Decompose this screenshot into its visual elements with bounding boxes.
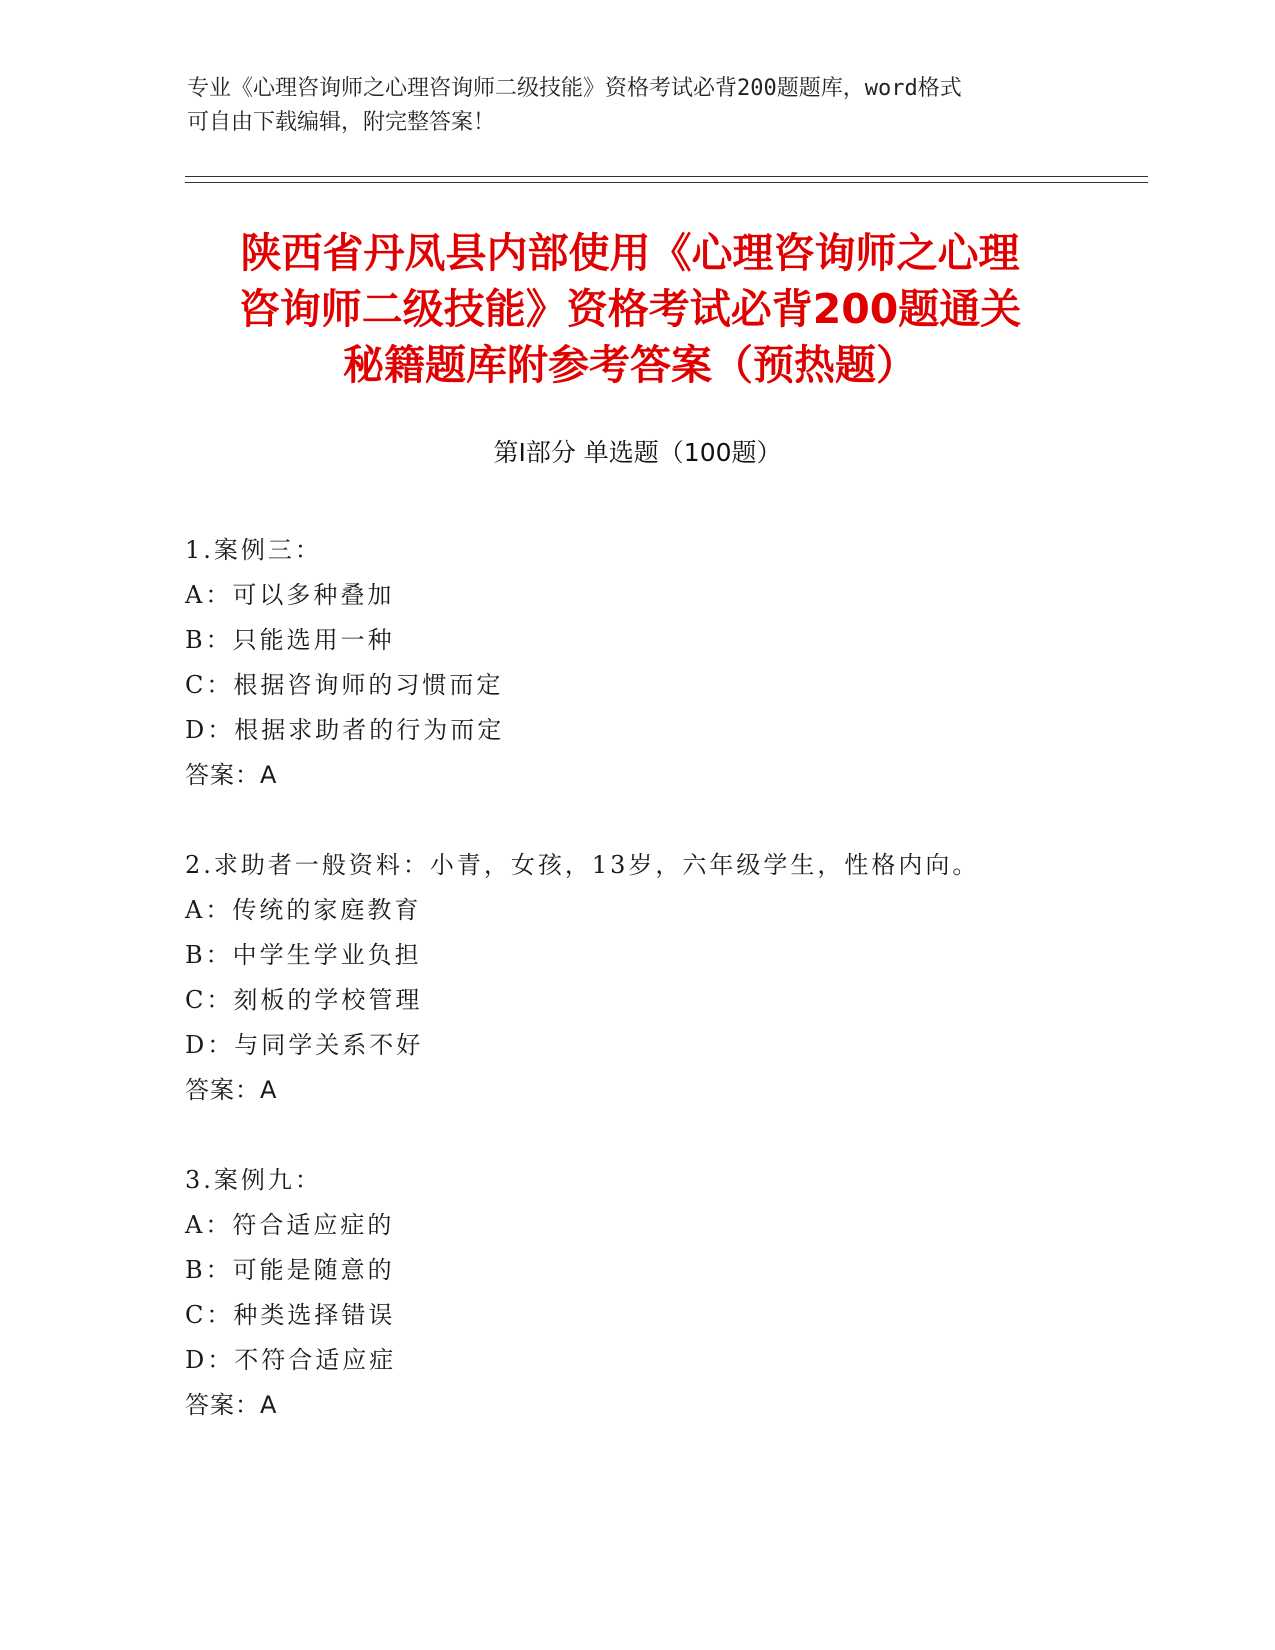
document-title-line-3: 秘籍题库附参考答案（预热题）	[343, 341, 917, 389]
question-stem: 3.案例九：	[185, 1166, 322, 1194]
question-stem: 2.求助者一般资料：小青，女孩，13岁，六年级学生，性格内向。	[185, 851, 980, 879]
option-d: D：根据求助者的行为而定	[185, 716, 505, 744]
question-list	[185, 528, 1085, 1473]
header-divider-bottom	[185, 182, 1148, 183]
section-title: 第Ⅰ部分 单选题（100题）	[493, 438, 782, 467]
document-title	[190, 225, 1070, 393]
header-note-line-2: 可自由下载编辑，附完整答案！	[187, 110, 496, 135]
option-a: A：传统的家庭教育	[185, 896, 422, 924]
answer: 答案：A	[185, 1076, 278, 1104]
document-title-line-2: 咨询师二级技能》资格考试必背200题通关	[238, 285, 1022, 333]
question-3	[185, 1158, 1085, 1428]
header-note	[187, 72, 1087, 140]
question-stem: 1.案例三：	[185, 536, 322, 564]
option-a: A：可以多种叠加	[185, 581, 395, 609]
option-b: B：中学生学业负担	[185, 941, 422, 969]
option-b: B：可能是随意的	[185, 1256, 395, 1284]
answer: 答案：A	[185, 1391, 278, 1419]
option-d: D：与同学关系不好	[185, 1031, 424, 1059]
option-c: C：刻板的学校管理	[185, 986, 423, 1014]
header-note-line-1: 专业《心理咨询师之心理咨询师二级技能》资格考试必背200题题库，word格式	[187, 76, 962, 101]
option-c: C：根据咨询师的习惯而定	[185, 671, 504, 699]
question-1	[185, 528, 1085, 798]
option-a: A：符合适应症的	[185, 1211, 395, 1239]
option-c: C：种类选择错误	[185, 1301, 396, 1329]
question-2	[185, 843, 1085, 1113]
header-divider-top	[185, 176, 1148, 177]
option-b: B：只能选用一种	[185, 626, 395, 654]
option-d: D：不符合适应症	[185, 1346, 397, 1374]
document-title-line-1: 陕西省丹凤县内部使用《心理咨询师之心理	[240, 229, 1020, 277]
answer: 答案：A	[185, 761, 278, 789]
